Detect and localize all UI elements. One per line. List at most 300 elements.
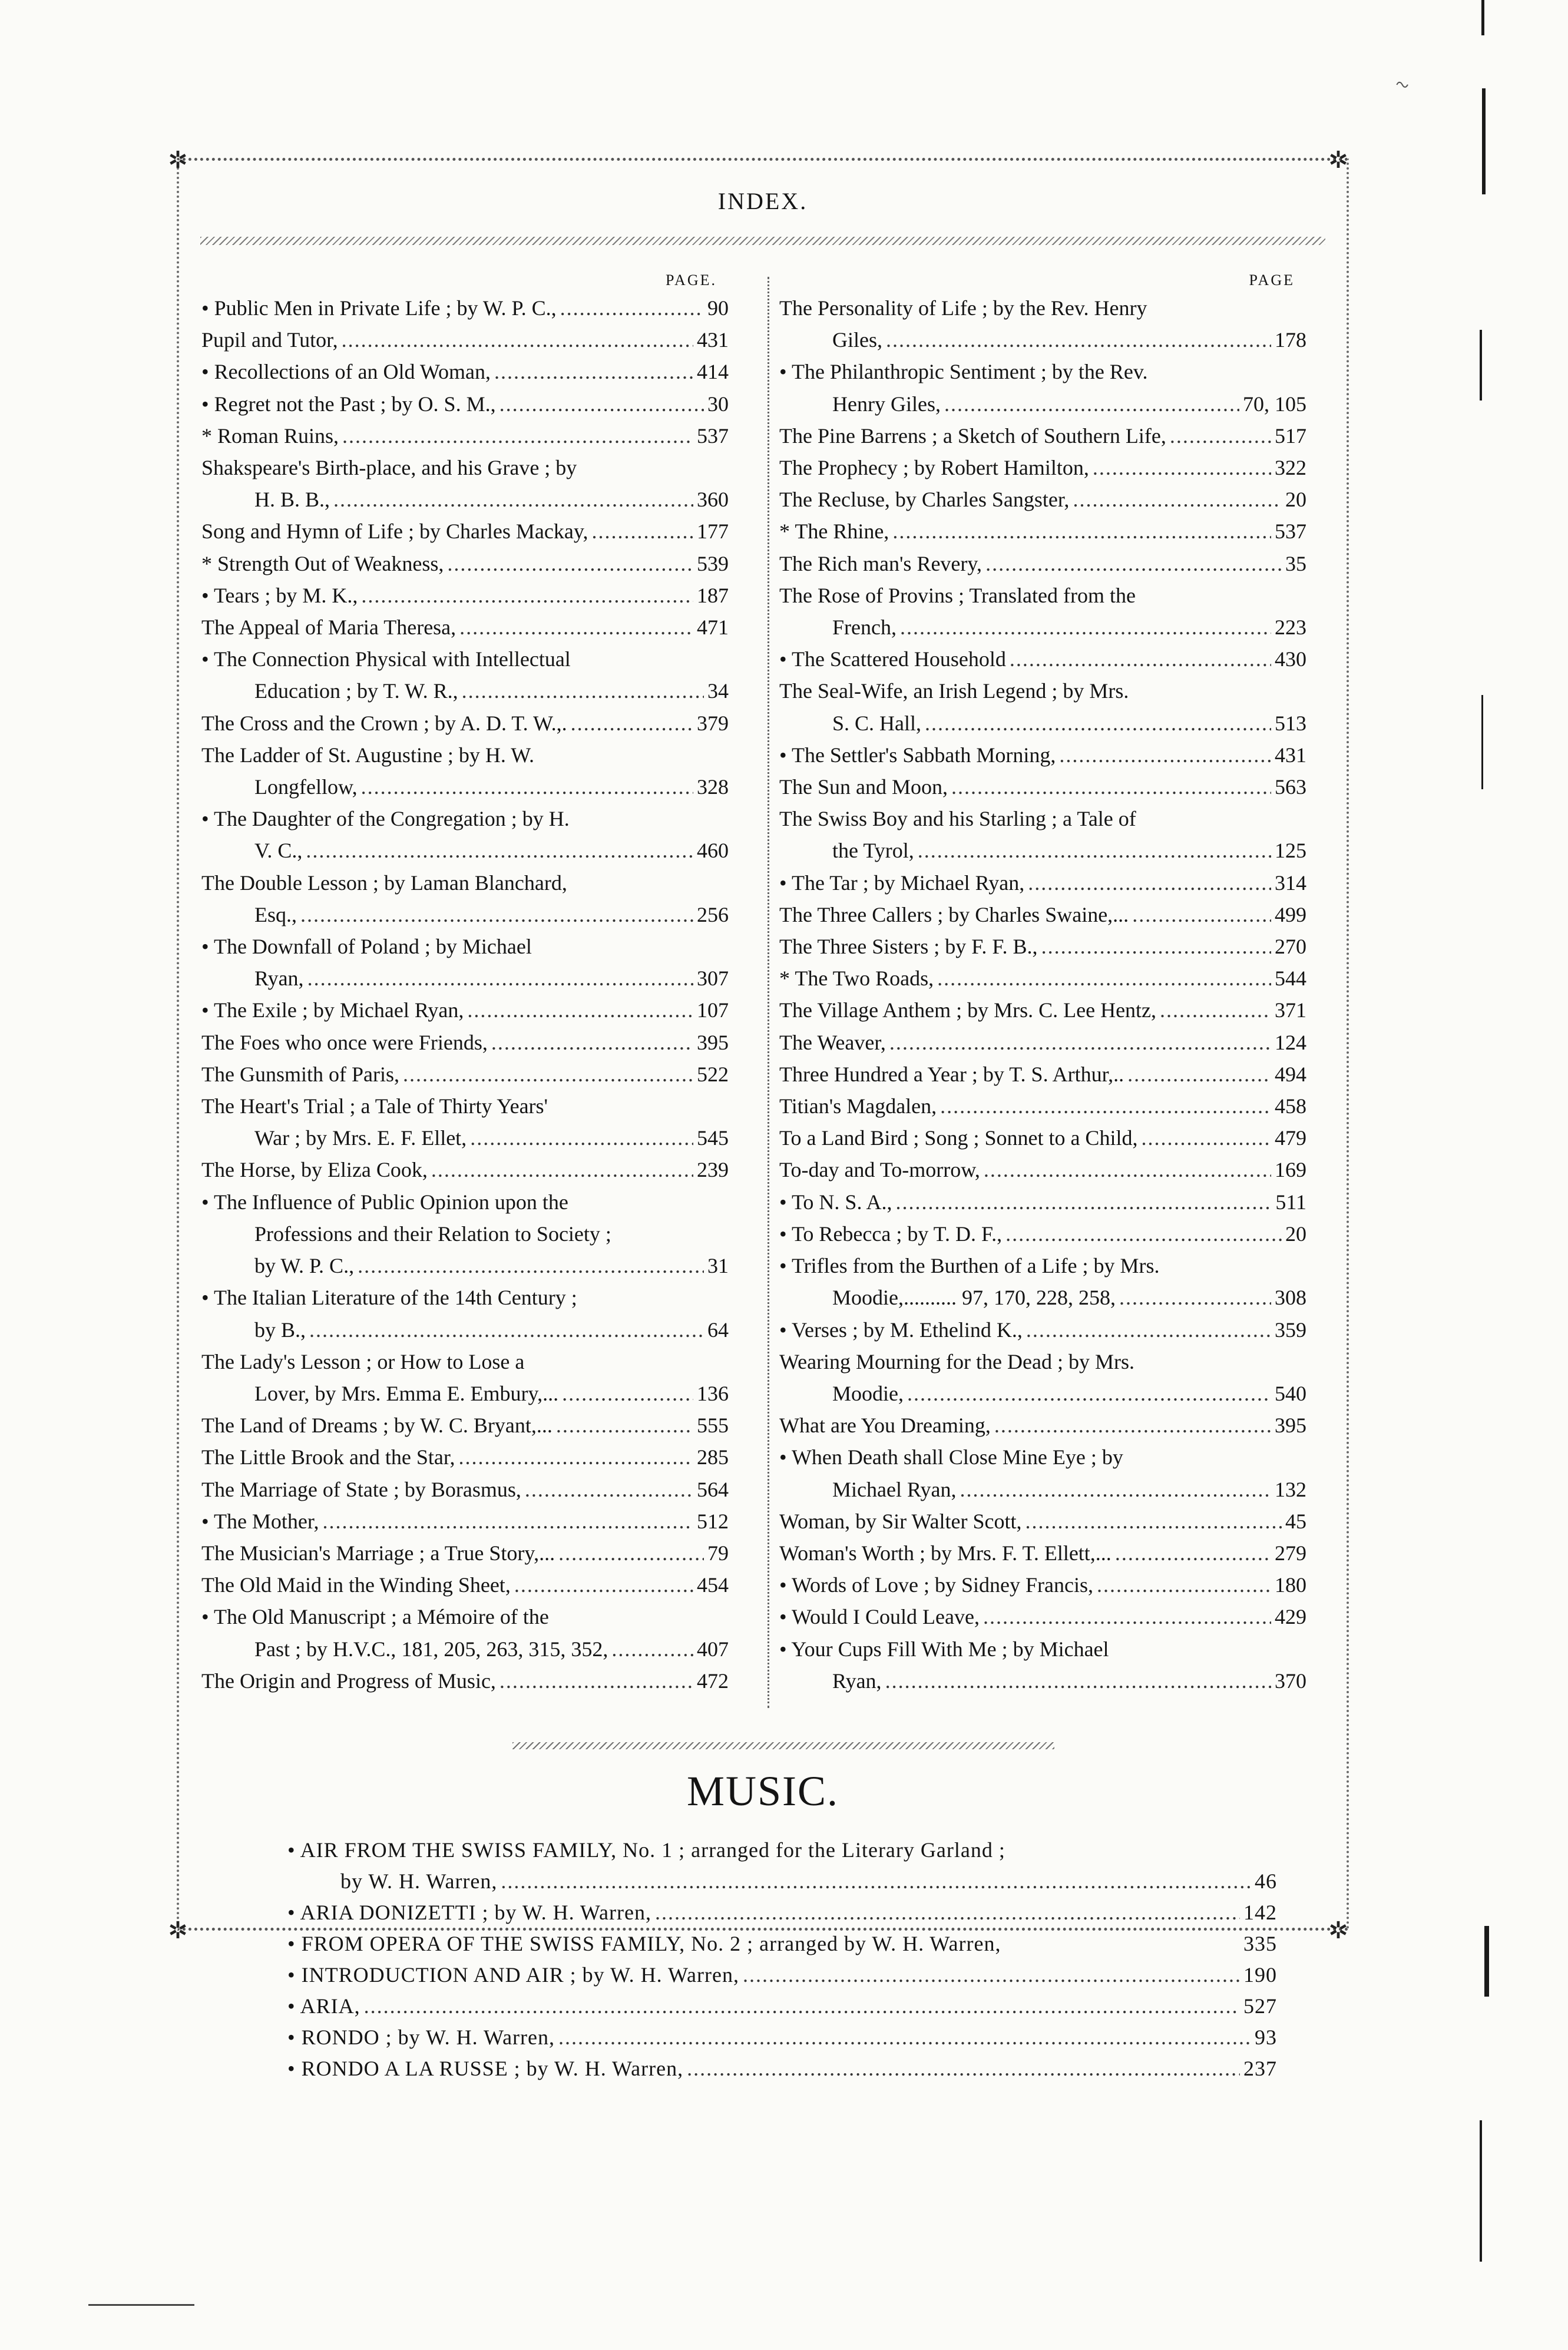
entry-text-line: • Would I Could Leave, [779, 1605, 980, 1629]
entry-text-line: • The Mother, [201, 1509, 319, 1533]
leader-dots [885, 1665, 1271, 1697]
entry-text-line: The Seal-Wife, an Irish Legend ; by Mrs. [779, 679, 1129, 703]
scan-edge-mark [1480, 2120, 1482, 2262]
entry-page-number: 308 [1275, 1286, 1306, 1310]
entry-page-number: 239 [697, 1158, 729, 1182]
leader-dots [886, 324, 1271, 356]
entry-page-number: 35 [1285, 551, 1306, 575]
leader-dots [951, 771, 1271, 803]
leader-dots [925, 707, 1271, 739]
index-entry [201, 580, 729, 611]
scan-edge-mark [1481, 695, 1483, 789]
index-entry [779, 931, 1306, 962]
index-entry [779, 1537, 1306, 1569]
entry-page-number: 517 [1275, 423, 1306, 448]
entry-page-number: 132 [1275, 1477, 1306, 1501]
index-entry [779, 867, 1306, 899]
leader-dots [1026, 1314, 1271, 1346]
leader-dots [892, 515, 1271, 547]
index-entry [287, 2053, 1277, 2084]
index-entry [201, 515, 729, 547]
leader-dots [494, 356, 693, 388]
leader-dots [655, 1897, 1240, 1928]
index-entry [779, 739, 1306, 771]
entry-text-line: Professions and their Relation to Society ; [254, 1222, 611, 1246]
entry-text-line: The Land of Dreams ; by W. C. Bryant,... [201, 1414, 553, 1438]
index-entry [779, 515, 1306, 547]
index-entry [201, 420, 729, 452]
entry-text-line: Moodie,.......... 97, 170, 228, 258, [832, 1286, 1116, 1310]
index-entry [201, 356, 729, 388]
music-list [287, 1835, 1277, 2084]
leader-dots [306, 835, 693, 866]
entry-text-line: • AIR FROM THE SWISS FAMILY, No. 1 ; arranged for the Literary Garland ; [287, 1838, 1005, 1862]
frame-corner-ornament: ✲ [1328, 1917, 1348, 1944]
entry-page-number: 513 [1275, 711, 1306, 735]
leader-dots [491, 1027, 693, 1058]
leader-dots [462, 675, 704, 707]
leader-dots [467, 994, 693, 1026]
smudge-mark: ~ [1391, 69, 1413, 100]
entry-page-number: 20 [1285, 1222, 1306, 1246]
index-entry [201, 1282, 729, 1345]
entry-text-line: The Prophecy ; by Robert Hamilton, [779, 456, 1089, 480]
index-entry [201, 324, 729, 356]
leader-dots [1115, 1537, 1271, 1569]
entry-text-line: To a Land Bird ; Song ; Sonnet to a Child, [779, 1126, 1138, 1150]
leader-dots [1028, 867, 1271, 899]
entry-text-line: • Recollections of an Old Woman, [201, 360, 491, 384]
entry-page-number: 90 [707, 296, 729, 320]
index-entry [201, 1505, 729, 1537]
scan-edge-mark [1482, 88, 1486, 194]
entry-text-line: The Personality of Life ; by the Rev. Henry [779, 296, 1147, 320]
leader-dots [431, 1154, 693, 1186]
index-list-right [779, 292, 1306, 1697]
index-entry [201, 1537, 729, 1569]
index-entry [201, 1665, 729, 1697]
entry-text-line: • The Downfall of Poland ; by Michael [201, 935, 532, 959]
music-section-title: MUSIC. [686, 1768, 839, 1815]
entry-text-line: • INTRODUCTION AND AIR ; by W. H. Warren, [287, 1963, 739, 1987]
entry-text-line: * Strength Out of Weakness, [201, 551, 444, 575]
index-entry [201, 1346, 729, 1409]
entry-page-number: 359 [1275, 1318, 1306, 1342]
entry-page-number: 142 [1243, 1901, 1277, 1924]
index-entry [201, 739, 729, 803]
leader-dots [1005, 1218, 1282, 1250]
entry-text-line: • Verses ; by M. Ethelind K., [779, 1318, 1023, 1342]
entry-text-line: The Three Callers ; by Charles Swaine,... [779, 902, 1129, 926]
entry-text-line: Ryan, [254, 967, 304, 991]
entry-text-line: • ARIA DONIZETTI ; by W. H. Warren, [287, 1901, 651, 1924]
index-entry [201, 707, 729, 739]
entry-page-number: 539 [697, 551, 729, 575]
entry-text-line: Titian's Magdalen, [779, 1094, 937, 1118]
entry-text-line: the Tyrol, [832, 839, 914, 863]
entry-text-line: To-day and To-morrow, [779, 1158, 980, 1182]
entry-page-number: 180 [1275, 1573, 1306, 1597]
entry-page-number: 178 [1275, 328, 1306, 352]
entry-text-line: Ryan, [832, 1669, 882, 1693]
entry-page-number: 360 [697, 488, 729, 512]
index-entry [201, 1058, 729, 1090]
leader-dots [525, 1474, 693, 1505]
entry-page-number: 395 [697, 1030, 729, 1054]
leader-dots [1059, 739, 1271, 771]
entry-text-line: V. C., [254, 839, 303, 863]
entry-page-number: 379 [697, 711, 729, 735]
leader-dots [900, 611, 1271, 643]
entry-text-line: The Recluse, by Charles Sangster, [779, 488, 1070, 512]
leader-dots [743, 1960, 1240, 1991]
leader-dots [300, 899, 693, 931]
entry-text-line: Longfellow, [254, 775, 358, 799]
index-entry [779, 803, 1306, 866]
entry-text-line: • Trifles from the Burthen of a Life ; by Mrs. [779, 1254, 1160, 1278]
entry-page-number: 460 [697, 839, 729, 863]
entry-text-line: Shakspeare's Birth-place, and his Grave ; by [201, 456, 577, 480]
entry-text-line: • FROM OPERA OF THE SWISS FAMILY, No. 2 ; arranged by W. H. Warren, [287, 1932, 1001, 1955]
entry-page-number: 407 [697, 1637, 729, 1661]
index-entry [201, 803, 729, 866]
leader-dots [361, 580, 693, 611]
index-entry [779, 1314, 1306, 1346]
leader-dots [985, 548, 1282, 580]
entry-page-number: 136 [697, 1381, 729, 1405]
entry-text-line: S. C. Hall, [832, 711, 922, 735]
entry-text-line: • Regret not the Past ; by O. S. M., [201, 392, 496, 416]
entry-text-line: • The Settler's Sabbath Morning, [779, 743, 1056, 767]
index-entry [201, 867, 729, 931]
index-entry [201, 1569, 729, 1601]
index-list-left [201, 292, 729, 1697]
entry-page-number: 322 [1275, 456, 1306, 480]
leader-dots [944, 388, 1239, 420]
entry-text-line: The Marriage of State ; by Borasmus, [201, 1477, 521, 1501]
index-entry [779, 452, 1306, 484]
entry-text-line: The Foes who once were Friends, [201, 1030, 488, 1054]
leader-dots [458, 1441, 693, 1473]
index-entry [287, 1960, 1277, 1991]
entry-page-number: 537 [1275, 519, 1306, 544]
index-column-left [201, 269, 729, 1697]
entry-page-number: 314 [1275, 871, 1306, 895]
entry-text-line: The Lady's Lesson ; or How to Lose a [201, 1349, 525, 1373]
index-entry [287, 1928, 1277, 1960]
index-entry [779, 420, 1306, 452]
leader-dots [687, 2053, 1240, 2084]
leader-dots [994, 1409, 1271, 1441]
entry-text-line: Esq., [254, 902, 297, 926]
index-entry [779, 899, 1306, 931]
index-entry [201, 1186, 729, 1282]
entry-page-number: 544 [1275, 967, 1306, 991]
scan-edge-mark [1484, 1926, 1489, 1997]
column-divider [768, 277, 769, 1708]
entry-page-number: 79 [707, 1541, 729, 1565]
entry-page-number: 307 [697, 967, 729, 991]
entry-page-number: 395 [1275, 1414, 1306, 1438]
leader-dots [501, 1866, 1251, 1897]
entry-text-line: The Double Lesson ; by Laman Blanchard, [201, 871, 567, 895]
entry-text-line: The Rich man's Revery, [779, 551, 983, 575]
entry-text-line: The Heart's Trial ; a Tale of Thirty Years' [201, 1094, 548, 1118]
entry-page-number: 527 [1243, 1994, 1277, 2018]
index-entry [201, 548, 729, 580]
leader-dots [1010, 643, 1271, 675]
leader-dots [499, 388, 704, 420]
entry-text-line: • RONDO A LA RUSSE ; by W. H. Warren, [287, 2057, 684, 2080]
entry-page-number: 537 [697, 423, 729, 448]
entry-page-number: 223 [1275, 615, 1306, 640]
leader-dots [889, 1027, 1271, 1058]
leader-dots [1160, 994, 1271, 1026]
entry-page-number: 414 [697, 360, 729, 384]
leader-dots [1073, 484, 1282, 515]
entry-text-line: The Old Maid in the Winding Sheet, [201, 1573, 511, 1597]
index-entry [779, 771, 1306, 803]
leader-dots [1141, 1122, 1271, 1154]
leader-dots [447, 548, 693, 580]
entry-page-number: 430 [1275, 647, 1306, 671]
entry-text-line: Woman, by Sir Walter Scott, [779, 1509, 1022, 1533]
entry-text-line: The Village Anthem ; by Mrs. C. Lee Hentz, [779, 998, 1157, 1022]
leader-dots [307, 962, 693, 994]
index-entry [779, 548, 1306, 580]
index-entry [779, 1218, 1306, 1250]
entry-page-number: 124 [1275, 1030, 1306, 1054]
index-entry [779, 1154, 1306, 1186]
index-entry [779, 580, 1306, 643]
leader-dots [514, 1569, 693, 1601]
title-rule [200, 237, 1325, 245]
index-entry [779, 1186, 1306, 1218]
index-entry [779, 675, 1306, 739]
entry-page-number: 479 [1275, 1126, 1306, 1150]
entry-text-line: The Horse, by Eliza Cook, [201, 1158, 428, 1182]
entry-text-line: • The Daughter of the Congregation ; by H. [201, 807, 570, 831]
entry-text-line: * The Two Roads, [779, 967, 934, 991]
entry-text-line: Lover, by Mrs. Emma E. Embury,... [254, 1381, 559, 1405]
leader-dots [1127, 1058, 1271, 1090]
index-entry [287, 1897, 1277, 1928]
index-entry [287, 2022, 1277, 2053]
entry-page-number: 70, 105 [1243, 392, 1306, 416]
entry-page-number: 540 [1275, 1381, 1306, 1405]
entry-page-number: 563 [1275, 775, 1306, 799]
index-entry [779, 1250, 1306, 1313]
leader-dots [940, 1090, 1271, 1122]
index-entry [201, 1090, 729, 1154]
entry-text-line: • Tears ; by M. K., [201, 583, 358, 607]
frame-corner-ornament: ✲ [1328, 147, 1348, 173]
entry-page-number: 125 [1275, 839, 1306, 863]
leader-dots [322, 1505, 693, 1537]
index-entry [287, 1835, 1277, 1897]
entry-text-line: • The Influence of Public Opinion upon the [201, 1190, 568, 1214]
entry-text-line: • The Connection Physical with Intellectual [201, 647, 571, 671]
leader-dots [560, 292, 704, 324]
leader-dots [342, 324, 693, 356]
leader-dots [309, 1314, 704, 1346]
entry-page-number: 169 [1275, 1158, 1306, 1182]
index-entry [201, 1027, 729, 1058]
index-entry [779, 1090, 1306, 1122]
leader-dots [1097, 1569, 1271, 1601]
leader-dots [361, 771, 693, 803]
index-entry [201, 1601, 729, 1664]
entry-text-line: The Three Sisters ; by F. F. B., [779, 935, 1038, 959]
index-entry [779, 1346, 1306, 1409]
entry-text-line: by W. P. C., [254, 1254, 355, 1278]
leader-dots [562, 1378, 693, 1409]
entry-text-line: The Rose of Provins ; Translated from the [779, 583, 1136, 607]
entry-text-line: • The Tar ; by Michael Ryan, [779, 871, 1025, 895]
leader-dots [895, 1186, 1272, 1218]
index-entry [779, 1122, 1306, 1154]
entry-text-line: French, [832, 615, 897, 640]
index-entry [779, 1058, 1306, 1090]
entry-page-number: 471 [697, 615, 729, 640]
entry-page-number: 370 [1275, 1669, 1306, 1693]
index-entry [201, 611, 729, 643]
leader-dots [592, 515, 693, 547]
entry-page-number: 187 [697, 583, 729, 607]
index-entry [201, 931, 729, 994]
entry-text-line: The Pine Barrens ; a Sketch of Southern Life, [779, 423, 1166, 448]
entry-page-number: 545 [697, 1126, 729, 1150]
entry-text-line: The Weaver, [779, 1030, 886, 1054]
entry-page-number: 256 [697, 902, 729, 926]
entry-text-line: • The Old Manuscript ; a Mémoire of the [201, 1605, 549, 1629]
entry-page-number: 190 [1243, 1963, 1277, 1987]
index-entry [201, 643, 729, 707]
entry-page-number: 335 [1243, 1932, 1277, 1955]
page-column-header: PAGE. [665, 272, 717, 289]
leader-dots [342, 420, 693, 452]
leader-dots [983, 1601, 1271, 1633]
entry-page-number: 555 [697, 1414, 729, 1438]
entry-text-line: • Public Men in Private Life ; by W. P. C., [201, 296, 557, 320]
entry-text-line: • RONDO ; by W. H. Warren, [287, 2025, 555, 2049]
scan-edge-mark [1481, 0, 1484, 35]
entry-page-number: 279 [1275, 1541, 1306, 1565]
index-entry [201, 388, 729, 420]
index-entry [201, 292, 729, 324]
entry-page-number: 64 [707, 1318, 729, 1342]
leader-dots [960, 1474, 1272, 1505]
entry-text-line: What are You Dreaming, [779, 1414, 991, 1438]
entry-text-line: • The Scattered Household [779, 647, 1006, 671]
leader-dots [1170, 420, 1271, 452]
frame-corner-ornament: ✲ [168, 1917, 188, 1944]
entry-text-line: The Sun and Moon, [779, 775, 948, 799]
music-rule [512, 1742, 1054, 1749]
leader-dots [558, 2022, 1251, 2053]
leader-dots [556, 1409, 693, 1441]
leader-dots [984, 1154, 1271, 1186]
leader-dots [1093, 452, 1271, 484]
index-entry [201, 1441, 729, 1473]
entry-text-line: Giles, [832, 328, 882, 352]
entry-page-number: 512 [697, 1509, 729, 1533]
entry-text-line: The Gunsmith of Paris, [201, 1062, 399, 1086]
entry-page-number: 285 [697, 1445, 729, 1469]
entry-text-line: Education ; by T. W. R., [254, 679, 458, 703]
entry-text-line: * The Rhine, [779, 519, 889, 544]
entry-page-number: 564 [697, 1477, 729, 1501]
leader-dots [364, 1991, 1240, 2022]
index-column-right [779, 269, 1306, 1697]
entry-text-line: by B., [254, 1318, 306, 1342]
index-entry [779, 643, 1306, 675]
leader-dots [558, 1537, 704, 1569]
leader-dots [1026, 1505, 1282, 1537]
entry-text-line: • The Philanthropic Sentiment ; by the Rev. [779, 360, 1148, 384]
entry-text-line: The Cross and the Crown ; by A. D. T. W.,. [201, 711, 567, 735]
entry-text-line: by W. H. Warren, [340, 1869, 498, 1893]
entry-page-number: 45 [1285, 1509, 1306, 1533]
index-entry [201, 1409, 729, 1441]
index-entry [779, 1633, 1306, 1697]
index-entry [779, 1027, 1306, 1058]
leader-dots [470, 1122, 693, 1154]
entry-text-line: • To Rebecca ; by T. D. F., [779, 1222, 1003, 1246]
index-entry [201, 994, 729, 1026]
leader-dots [611, 1633, 693, 1665]
page-title: INDEX. [717, 188, 808, 214]
entry-text-line: The Appeal of Maria Theresa, [201, 615, 456, 640]
index-entry [779, 994, 1306, 1026]
index-entry [779, 962, 1306, 994]
entry-text-line: Moodie, [832, 1381, 904, 1405]
scan-edge-mark [1480, 330, 1482, 401]
leader-dots [358, 1250, 704, 1282]
entry-page-number: 431 [1275, 743, 1306, 767]
entry-page-number: 431 [697, 328, 729, 352]
entry-page-number: 522 [697, 1062, 729, 1086]
entry-text-line: • The Italian Literature of the 14th Century ; [201, 1286, 577, 1310]
entry-text-line: * Roman Ruins, [201, 423, 339, 448]
entry-text-line: Wearing Mourning for the Dead ; by Mrs. [779, 1349, 1134, 1373]
entry-page-number: 494 [1275, 1062, 1306, 1086]
index-entry [201, 1154, 729, 1186]
entry-text-line: The Ladder of St. Augustine ; by H. W. [201, 743, 534, 767]
entry-text-line: The Swiss Boy and his Starling ; a Tale of [779, 807, 1136, 831]
entry-text-line: Henry Giles, [832, 392, 941, 416]
leader-dots [499, 1665, 693, 1697]
entry-text-line: The Origin and Progress of Music, [201, 1669, 496, 1693]
entry-text-line: H. B. B., [254, 488, 330, 512]
scan-edge-mark [88, 2304, 194, 2306]
entry-page-number: 93 [1255, 2025, 1277, 2049]
entry-text-line: The Musician's Marriage ; a True Story,... [201, 1541, 555, 1565]
entry-text-line: • To N. S. A., [779, 1190, 892, 1214]
leader-dots [403, 1058, 693, 1090]
entry-text-line: • ARIA, [287, 1994, 360, 2018]
leader-dots [1132, 899, 1271, 931]
entry-text-line: Pupil and Tutor, [201, 328, 338, 352]
entry-page-number: 270 [1275, 935, 1306, 959]
leader-dots [333, 484, 693, 515]
index-entry [201, 1474, 729, 1505]
entry-page-number: 458 [1275, 1094, 1306, 1118]
entry-text-line: Past ; by H.V.C., 181, 205, 263, 315, 352, [254, 1637, 608, 1661]
entry-page-number: 429 [1275, 1605, 1306, 1629]
entry-text-line: • Words of Love ; by Sidney Francis, [779, 1573, 1093, 1597]
leader-dots [1119, 1282, 1271, 1313]
